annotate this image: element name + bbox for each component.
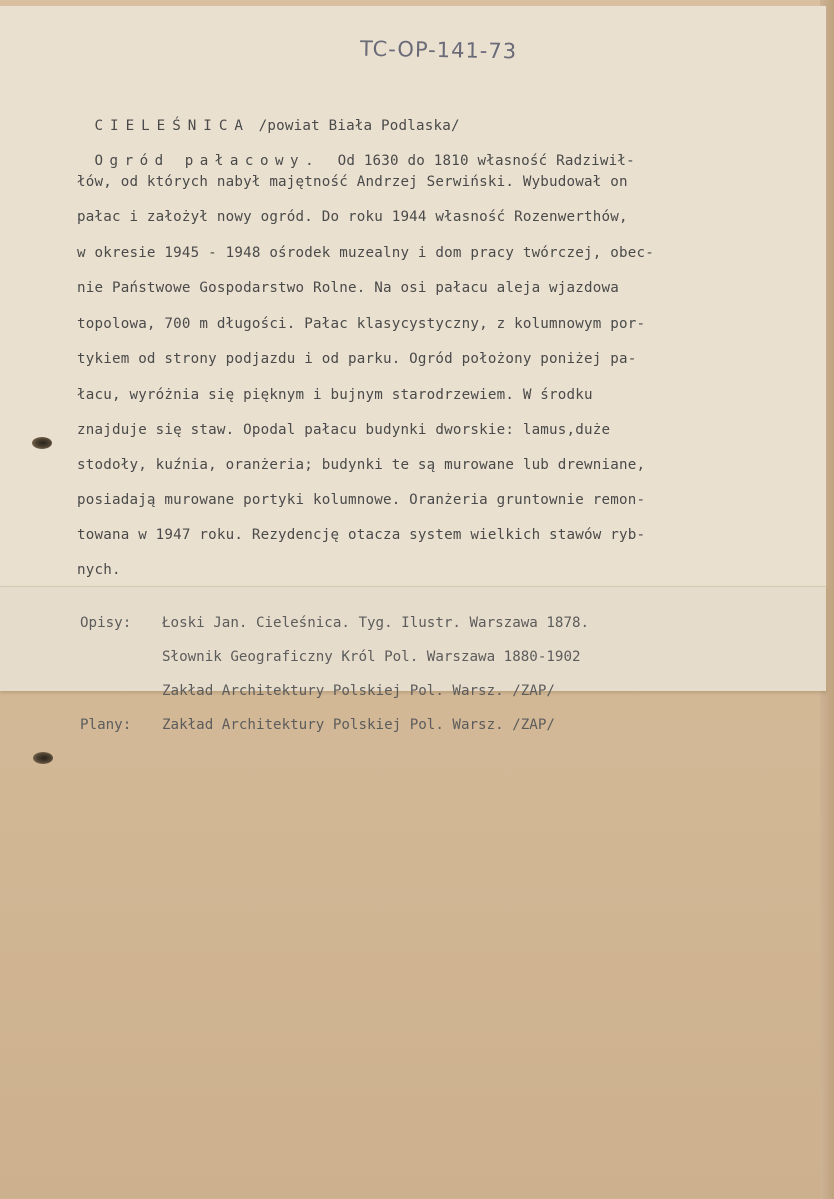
- opisy-row: [80, 683, 589, 700]
- place-name: CIELEŚNICA: [94, 118, 250, 134]
- opisy-entry: Łoski Jan. Cieleśnica. Tyg. Ilustr. Warszawa 1878.: [162, 615, 590, 631]
- body-line: towana w 1947 roku. Rezydencję otacza system wielkich stawów ryb-: [77, 527, 646, 543]
- plany-entry: Zakład Architektury Polskiej Pol. Warsz. /ZAP/: [162, 717, 555, 733]
- opisy-label: Opisy:: [80, 615, 132, 631]
- body-line: łacu, wyróżnia się pięknym i bujnym starodrzewiem. W środku: [77, 387, 593, 403]
- district-note: /powiat Biała Podlaska/: [258, 118, 460, 134]
- body-first-text: Od 1630 do 1810 własność Radziwił-: [337, 153, 635, 169]
- plany-row: [80, 717, 589, 734]
- body-line: w okresie 1945 - 1948 ośrodek muzealny i dom pracy twórczej, obec-: [77, 245, 654, 261]
- document-title-line: [77, 102, 460, 134]
- subtitle: Ogród pałacowy.: [94, 153, 321, 169]
- punch-hole-top: [32, 437, 52, 449]
- body-line: nych.: [77, 562, 121, 578]
- plany-label: Plany:: [80, 717, 132, 733]
- body-line: znajduje się staw. Opodal pałacu budynki dworskie: lamus,duże: [77, 422, 611, 438]
- body-line: łów, od których nabył majętność Andrzej Serwiński. Wybudował on: [77, 174, 628, 190]
- first-body-line: [77, 137, 635, 169]
- body-line: posiadają murowane portyki kolumnowe. Oranżeria gruntownie remon-: [77, 492, 646, 508]
- body-line: pałac i założył nowy ogród. Do roku 1944 własność Rozenwerthów,: [77, 209, 628, 225]
- opisy-row: [80, 615, 589, 632]
- body-line: topolowa, 700 m długości. Pałac klasycystyczny, z kolumnowym por-: [77, 316, 646, 332]
- references-block: [80, 598, 589, 751]
- punch-hole-bottom: [33, 752, 53, 764]
- opisy-entry: Słownik Geograficzny Król Pol. Warszawa 1880-1902: [162, 649, 581, 665]
- body-line: nie Państwowe Gospodarstwo Rolne. Na osi pałacu aleja wjazdowa: [77, 280, 619, 296]
- opisy-row: [80, 649, 589, 666]
- body-line: stodoły, kuźnia, oranżeria; budynki te są murowane lub drewniane,: [77, 457, 646, 473]
- opisy-entry: Zakład Architektury Polskiej Pol. Warsz. /ZAP/: [162, 683, 555, 699]
- handwritten-reference-number: TC-OP-141-73: [359, 36, 518, 64]
- body-line: tykiem od strony podjazdu i od parku. Ogród położony poniżej pa-: [77, 351, 637, 367]
